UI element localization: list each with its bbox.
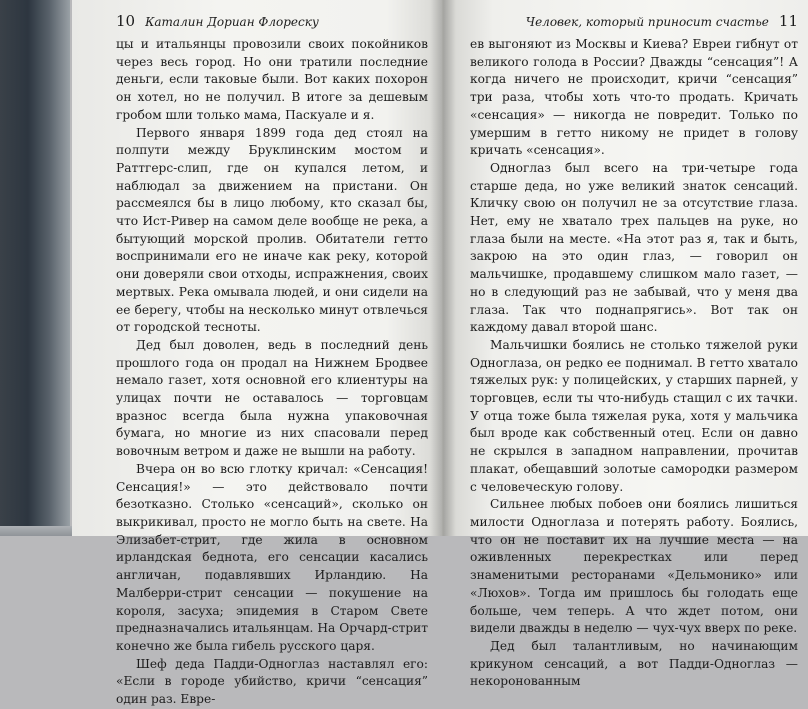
open-book: [38, 0, 808, 707]
right-page-number: 11: [778, 12, 798, 30]
right-page-text: [470, 36, 798, 691]
left-page: [72, 0, 442, 707]
right-paragraph-1: ев выгоняют из Москвы и Киева? Евреи гибнут от великого голода в России? Дважды “сенсация”! А когда ничего не происходит, кричи “сенсация” три раза, чтобы хоть что-то продать. Кричать «сенсация» — никогда не повредит. Только по умершим в гетто никому не придет в голову кричать «сенсация».: [470, 37, 798, 158]
right-paragraph-5: Дед был талантливым, но начинающим крикуном сенсаций, а вот Падди-Одноглаз — некоронованным: [470, 638, 798, 689]
right-paragraph-2: Одноглаз был всего на три-четыре года старше деда, но уже великий знаток сенсаций. Кличку свою он получил не за отсутствие глаза. Нет, ему не хватало трех пальцев на руке, но глаза были на месте. «На этот раз я, так и быть, закрою на это один глаз, — говорил он мальчишке, продавшему слишком мало газет, — но в следующий раз не забывай, что у меня два глаза. Так что поднапрягись». Вот так он каждому давал второй шанс.: [470, 160, 798, 335]
left-paragraph-4: Вчера он во всю глотку кричал: «Сенсация! Сенсация!» — это действовало почти безотказно. Столько «сенсаций», сколько он выкрикивал, просто не могло быть на свете. На Элизабет-стрит, где жила в основном ирландская беднота, его сенсации касались англичан, подавлявших Ирландию. На Малберри-стрит сенсации — покушение на короля, засуха; эпидемия в Старом Свете предназначались итальянцам. На Орчард-стрит конечно же была гибель русского царя.: [116, 461, 428, 653]
left-page-text: [116, 36, 428, 709]
right-page: [442, 0, 808, 689]
right-paragraph-4: Сильнее любых побоев они боялись лишиться милости Одноглаза и потерять работу. Боялись, что он не поставит их на лучшие места — на оживленных перекрестках или перед знаменитыми ресторанами «Дельмонико» или «Люхов». Тогда им пришлось бы голодать еще больше, чем теперь. А что ждет потом, они видели дважды в неделю — чух-чух вверх по реке.: [470, 497, 798, 636]
right-running-head: [470, 12, 798, 32]
left-paragraph-2: Первого января 1899 года дед стоял на полпути между Бруклинским мостом и Раттгерс-слип, где он купался летом, и наблюдал за движением на пристани. Он рассмеялся бы в лицо любому, кто сказал бы, что Ист-Ривер на самом деле вообще не река, а бытующий морской пролив. Обитатели гетто воспринимали его не иначе как реку, которой они доверяли свои отходы, испражнения, своих мертвых. Река омывала людей, и они сидели на ее берегу, чтобы на несколько минут отвлечься от городской тесноты.: [116, 125, 428, 335]
left-running-title: Каталин Дориан Флореску: [145, 15, 319, 29]
left-paragraph-5: Шеф деда Падди-Одноглаз наставлял его: «Если в городе убийство, кричи “сенсация” один раз. Евре-: [116, 656, 428, 707]
right-running-title: Человек, который приносит счастье: [525, 15, 769, 29]
right-paragraph-3: Мальчишки боялись не столько тяжелой руки Одноглаза, он редко ее поднимал. В гетто хватало тяжелых рук: у полицейских, у старших парней, у торговцев, если ты что-нибудь стащил с их тачки. У отца тоже была тяжелая рука, хотя у мальчика был вроде как собственный отец. Если он давно не скрылся в западном направлении, прочитав плакат, обещавший золотые самородки размером с человеческую голову.: [470, 337, 798, 494]
left-page-number: 10: [116, 12, 136, 30]
left-running-head: [116, 12, 428, 32]
left-paragraph-3: Дед был доволен, ведь в последний день прошлого года он продал на Нижнем Бродвее немало газет, хотя основной его клиентуры на улицах почти не оставалось — торговцам вразнос всегда была нужна упаковочная бумага, но многие из них спасовали перед вовочным ветром и даже не вышли на работу.: [116, 337, 428, 459]
left-paragraph-1: цы и итальянцы провозили своих покойников через весь город. Но они тратили последние деньги, если таковые были. Вот каких похорон он хотел, но не получил. В итоге за дешевым гробом шли только мама, Паскуале и я.: [116, 37, 428, 122]
